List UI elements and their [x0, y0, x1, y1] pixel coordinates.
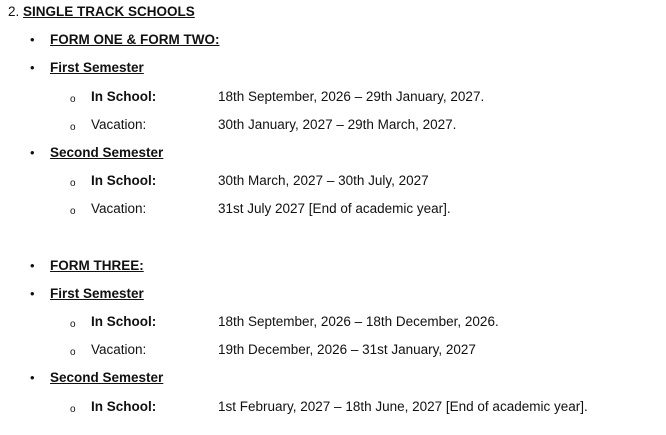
group-heading	[0, 258, 666, 274]
semester-label: First Semester	[50, 286, 144, 301]
item-label: Vacation:	[91, 117, 147, 132]
section-heading	[8, 4, 195, 20]
section-number: 2.	[8, 4, 20, 19]
semester-heading	[0, 286, 666, 302]
item-dates: 30th January, 2027 – 29th March, 2027.	[218, 117, 457, 132]
schedule-item	[0, 314, 666, 330]
group-heading	[0, 32, 666, 48]
item-label: In School:	[91, 89, 157, 104]
group-label: FORM ONE & FORM TWO:	[50, 32, 220, 47]
item-dates: 30th March, 2027 – 30th July, 2027	[218, 173, 429, 188]
circle-bullet-icon: o	[70, 347, 76, 358]
semester-label: Second Semester	[50, 370, 164, 385]
circle-bullet-icon: o	[70, 206, 76, 217]
bullet-icon: •	[30, 60, 35, 75]
item-label: Vacation:	[91, 201, 147, 216]
schedule-item	[0, 342, 666, 358]
circle-bullet-icon: o	[70, 122, 76, 133]
schedule-item	[0, 201, 666, 217]
schedule-item	[0, 399, 666, 415]
circle-bullet-icon: o	[70, 404, 76, 415]
bullet-icon: •	[30, 145, 35, 160]
circle-bullet-icon: o	[70, 178, 76, 189]
bullet-icon: •	[30, 286, 35, 301]
semester-heading	[0, 145, 666, 161]
item-dates: 19th December, 2026 – 31st January, 2027	[218, 342, 476, 357]
bullet-icon: •	[30, 258, 35, 273]
semester-heading	[0, 60, 666, 76]
item-dates: 1st February, 2027 – 18th June, 2027 [End of academic year].	[218, 399, 588, 414]
item-label: In School:	[91, 399, 157, 414]
schedule-item	[0, 117, 666, 133]
circle-bullet-icon: o	[70, 319, 76, 330]
bullet-icon: •	[30, 32, 35, 47]
semester-label: Second Semester	[50, 145, 164, 160]
bullet-icon: •	[30, 370, 35, 385]
semester-label: First Semester	[50, 60, 144, 75]
schedule-item	[0, 89, 666, 105]
semester-heading	[0, 370, 666, 386]
item-label: In School:	[91, 314, 157, 329]
item-dates: 18th September, 2026 – 29th January, 2027.	[218, 89, 485, 104]
item-label: Vacation:	[91, 342, 147, 357]
schedule-item	[0, 173, 666, 189]
circle-bullet-icon: o	[70, 94, 76, 105]
item-dates: 31st July 2027 [End of academic year].	[218, 201, 451, 216]
item-label: In School:	[91, 173, 157, 188]
item-dates: 18th September, 2026 – 18th December, 2026.	[218, 314, 499, 329]
section-title: SINGLE TRACK SCHOOLS	[23, 4, 195, 19]
group-label: FORM THREE:	[50, 258, 144, 273]
